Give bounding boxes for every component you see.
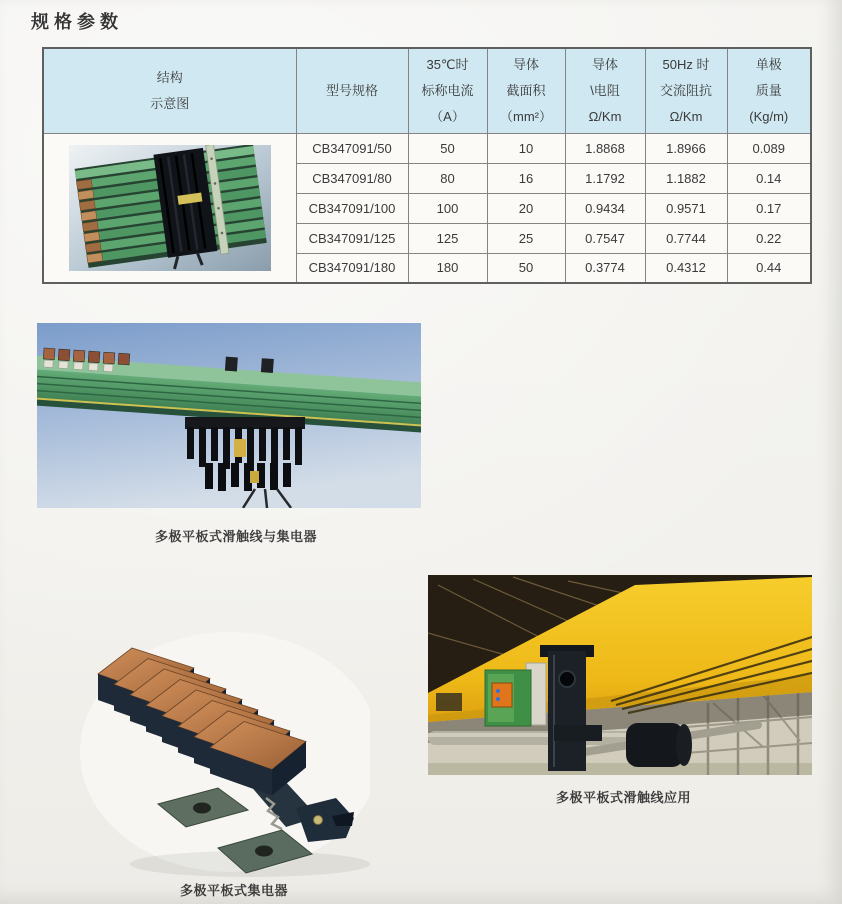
cell-area: 16 bbox=[487, 163, 565, 193]
cell-current: 80 bbox=[408, 163, 487, 193]
cell-impedance: 0.9571 bbox=[645, 193, 727, 223]
rail-collector-photo bbox=[37, 323, 421, 508]
col-header-area bbox=[487, 48, 565, 133]
cell-current: 125 bbox=[408, 223, 487, 253]
header-line: Ω/Km bbox=[588, 108, 622, 124]
col-header-impedance bbox=[645, 48, 727, 133]
cell-model: CB347091/80 bbox=[296, 163, 408, 193]
application-photo bbox=[428, 575, 812, 775]
header-line: 35℃时 bbox=[426, 56, 469, 72]
col-header-current bbox=[408, 48, 487, 133]
cell-current: 180 bbox=[408, 253, 487, 283]
cell-impedance: 0.7744 bbox=[645, 223, 727, 253]
cell-mass: 0.089 bbox=[727, 133, 811, 163]
header-line: （mm²） bbox=[500, 108, 552, 124]
cell-resistance: 0.3774 bbox=[565, 253, 645, 283]
header-line: 型号规格 bbox=[325, 82, 378, 98]
cell-resistance: 1.1792 bbox=[565, 163, 645, 193]
header-line: 50Hz 时 bbox=[662, 56, 710, 72]
table-header-row bbox=[43, 48, 811, 133]
header-line: （A） bbox=[430, 108, 465, 124]
cell-model: CB347091/180 bbox=[296, 253, 408, 283]
cell-resistance: 0.7547 bbox=[565, 223, 645, 253]
spec-table bbox=[42, 47, 812, 284]
cell-area: 50 bbox=[487, 253, 565, 283]
col-header-resistance bbox=[565, 48, 645, 133]
cell-model: CB347091/125 bbox=[296, 223, 408, 253]
header-line: \电阻 bbox=[590, 82, 620, 98]
cell-mass: 0.17 bbox=[727, 193, 811, 223]
application-caption: 多极平板式滑触线应用 bbox=[556, 790, 692, 805]
collector-caption: 多极平板式集电器 bbox=[180, 883, 289, 898]
header-line: 交流阻抗 bbox=[659, 82, 712, 98]
header-line: 标称电流 bbox=[421, 82, 474, 98]
header-line: 导体 bbox=[591, 56, 618, 72]
cell-mass: 0.14 bbox=[727, 163, 811, 193]
collector-photo bbox=[70, 612, 370, 877]
page-title: 规格参数 bbox=[31, 12, 123, 32]
cell-resistance: 0.9434 bbox=[565, 193, 645, 223]
header-line: 单极 bbox=[755, 56, 782, 72]
header-line: 质量 bbox=[755, 82, 782, 98]
cell-mass: 0.22 bbox=[727, 223, 811, 253]
header-line: 结构 bbox=[156, 69, 183, 85]
table-row bbox=[43, 133, 811, 163]
cell-model: CB347091/50 bbox=[296, 133, 408, 163]
col-header-model bbox=[296, 48, 408, 133]
cell-mass: 0.44 bbox=[727, 253, 811, 283]
header-line: 导体 bbox=[512, 56, 539, 72]
cell-area: 20 bbox=[487, 193, 565, 223]
structure-photo bbox=[69, 145, 271, 271]
header-line: Ω/Km bbox=[669, 108, 703, 124]
cell-resistance: 1.8868 bbox=[565, 133, 645, 163]
structure-photo-cell bbox=[43, 133, 296, 283]
header-line: 示意图 bbox=[150, 95, 190, 111]
cell-impedance: 1.8966 bbox=[645, 133, 727, 163]
header-line: 截面积 bbox=[506, 82, 546, 98]
header-line: (Kg/m) bbox=[749, 108, 789, 124]
col-header-structure bbox=[43, 48, 296, 133]
rail-collector-caption: 多极平板式滑触线与集电器 bbox=[155, 529, 318, 544]
col-header-mass bbox=[727, 48, 811, 133]
cell-impedance: 0.4312 bbox=[645, 253, 727, 283]
cell-current: 50 bbox=[408, 133, 487, 163]
cell-area: 25 bbox=[487, 223, 565, 253]
cell-model: CB347091/100 bbox=[296, 193, 408, 223]
cell-area: 10 bbox=[487, 133, 565, 163]
cell-impedance: 1.1882 bbox=[645, 163, 727, 193]
cell-current: 100 bbox=[408, 193, 487, 223]
